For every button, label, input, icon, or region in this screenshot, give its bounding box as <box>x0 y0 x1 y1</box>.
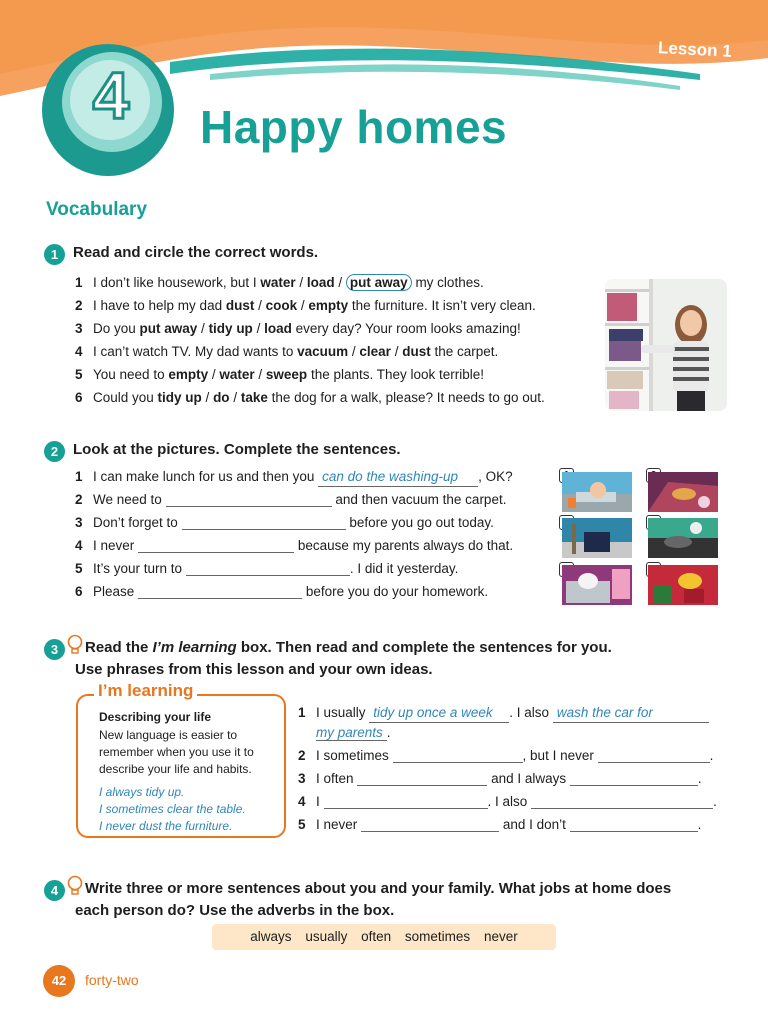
exercise-number-badge: 1 <box>44 244 65 265</box>
item-number: 3 <box>75 321 83 336</box>
lightbulb-icon <box>67 634 83 656</box>
answer-blank[interactable] <box>531 795 713 809</box>
adverb-word: usually <box>305 929 348 944</box>
item-text: . I also <box>487 794 528 809</box>
exercise-2-heading <box>44 440 401 462</box>
ex2-item <box>75 468 513 487</box>
im-learning-title: I’m learning <box>94 681 197 701</box>
item-number: 5 <box>75 561 83 576</box>
ex3-item <box>298 816 701 834</box>
item-text: Could you <box>93 390 158 405</box>
cooking-picture <box>648 518 718 558</box>
item-number: 1 <box>75 275 83 290</box>
ex2-item <box>75 514 494 532</box>
exercise-instruction-line2: each person do? Use the adverbs in the box. <box>75 902 395 919</box>
im-learning-text: New language is easier to remember when you use it to describe your life and habits. <box>99 728 254 776</box>
item-text: . I also <box>509 705 550 720</box>
unit-title: Happy homes <box>200 101 508 153</box>
page-number-words: forty-two <box>85 972 139 988</box>
exercise-instruction: Read and circle the correct words. <box>73 244 319 261</box>
exercise-instruction: Write three or more sentences about you and your family. What jobs at home does <box>85 880 672 897</box>
item-number: 4 <box>75 344 83 359</box>
ex1-item: 3 Do you put away / tidy up / load every day? Your room looks amazing! <box>75 321 521 336</box>
item-number: 6 <box>75 584 83 599</box>
loading-dishwasher-picture <box>562 565 632 605</box>
ex1-item: 4 I can’t watch TV. My dad wants to vacuum / clear / dust the carpet. <box>75 344 499 359</box>
item-number: 1 <box>75 469 83 484</box>
ex2-item <box>75 583 488 601</box>
feeding-pet-picture <box>648 565 718 605</box>
exercise-instruction-line2: Use phrases from this lesson and your own ideas. <box>75 661 433 678</box>
answer-blank[interactable] <box>570 818 698 832</box>
adverb-word: never <box>483 929 518 944</box>
exercise-1-heading <box>44 243 318 265</box>
circled-word-option[interactable]: put away <box>346 274 412 291</box>
item-text: the carpet. <box>430 344 499 359</box>
answer-continuation[interactable]: my parents <box>316 725 387 741</box>
ex2-item <box>75 491 506 509</box>
item-text: I usually <box>316 705 366 720</box>
item-number: 2 <box>75 298 83 313</box>
item-text: , but I never <box>522 748 594 763</box>
ex3-item <box>298 747 713 765</box>
item-text: . <box>386 725 391 740</box>
ex2-item <box>75 560 458 578</box>
word-option[interactable]: put away <box>139 321 198 336</box>
item-text: Do you <box>93 321 140 336</box>
ex1-item: 6 Could you tidy up / do / take the dog for a walk, please? It needs to go out. <box>75 390 545 405</box>
adverb-word: always <box>250 929 292 944</box>
im-learning-example: I always tidy up. <box>99 785 185 799</box>
item-number: 4 <box>298 794 306 809</box>
emptying-bin-picture <box>562 518 632 558</box>
answer-blank[interactable] <box>361 818 499 832</box>
dusting-picture <box>648 472 718 512</box>
answer-blank[interactable] <box>138 539 294 553</box>
item-number: 6 <box>75 390 83 405</box>
item-text: You need to <box>93 367 169 382</box>
item-text: . <box>697 771 702 786</box>
exercise-instruction: box. Then read and complete the sentences for you. <box>236 639 612 656</box>
exercise-instruction: Read the <box>85 639 153 656</box>
item-text: It’s your turn to <box>93 561 183 576</box>
im-learning-example: I never dust the furniture. <box>99 819 233 833</box>
item-text: , OK? <box>478 469 513 484</box>
item-text: . <box>697 817 702 832</box>
item-number: 2 <box>298 748 306 763</box>
item-number: 3 <box>298 771 306 786</box>
item-text: Please <box>93 584 135 599</box>
ex1-item: 5 You need to empty / water / sweep the plants. They look terrible! <box>75 367 485 382</box>
word-option[interactable]: empty <box>168 367 209 382</box>
word-option[interactable]: do <box>213 390 230 405</box>
item-text: and I always <box>491 771 567 786</box>
item-text: I never <box>316 817 358 832</box>
answer-blank[interactable] <box>138 585 302 599</box>
item-text: I sometimes <box>316 748 389 763</box>
item-text: Don’t forget to <box>93 515 178 530</box>
exercise-instruction-italic: I’m learning <box>152 639 237 656</box>
item-text: before you go out today. <box>349 515 494 530</box>
ex3-item <box>298 793 717 811</box>
item-number: 1 <box>298 705 306 720</box>
word-option[interactable]: vacuum <box>297 344 349 359</box>
word-option[interactable]: cook <box>265 298 298 313</box>
answer-blank[interactable]: tidy up once a week <box>369 704 509 723</box>
item-text: I have to help my dad <box>93 298 226 313</box>
answer-blank[interactable] <box>393 749 523 763</box>
ex2-item <box>75 537 513 555</box>
answer-blank[interactable] <box>186 562 350 576</box>
answer-blank[interactable] <box>570 772 698 786</box>
item-text: before you do your homework. <box>305 584 489 599</box>
adverb-box <box>212 924 556 950</box>
item-text: . <box>713 794 717 809</box>
word-option[interactable]: load <box>306 275 335 290</box>
item-text: the dog for a walk, please? It needs to go out. <box>267 390 545 405</box>
item-text: I often <box>316 771 354 786</box>
answer-blank[interactable] <box>166 493 332 507</box>
item-text: because my parents always do that. <box>297 538 514 553</box>
item-text: my clothes. <box>411 275 484 290</box>
item-text: I can make lunch for us and then you <box>93 469 315 484</box>
page-number-badge: 42 <box>43 965 75 997</box>
girl-putting-away-clothes-photo <box>605 279 727 411</box>
exercise-3-heading <box>44 634 612 680</box>
exercise-number-badge: 2 <box>44 441 65 462</box>
exercise-number-badge: 4 <box>44 880 65 901</box>
adverb-word: often <box>361 929 392 944</box>
lesson-tag: Lesson 1 <box>657 38 733 61</box>
word-option[interactable]: water <box>260 275 296 290</box>
item-number: 2 <box>75 492 83 507</box>
item-text: and I don’t <box>502 817 566 832</box>
word-option[interactable]: water <box>219 367 255 382</box>
item-text: I <box>316 794 320 809</box>
item-text: the plants. They look terrible! <box>307 367 485 382</box>
ex3-item <box>298 704 709 723</box>
word-option[interactable]: tidy up <box>157 390 202 405</box>
item-text: . <box>709 748 714 763</box>
answer-blank[interactable] <box>598 749 710 763</box>
answer-blank[interactable] <box>357 772 487 786</box>
item-number: 4 <box>75 538 83 553</box>
washing-up-picture <box>562 472 632 512</box>
item-text: . I did it yesterday. <box>349 561 459 576</box>
item-text: I don’t like housework, but I <box>93 275 261 290</box>
word-option[interactable]: sweep <box>265 367 308 382</box>
word-option[interactable]: empty <box>308 298 349 313</box>
ex3-item <box>298 770 702 788</box>
lightbulb-icon <box>67 875 83 897</box>
item-text: every day? Your room looks amazing! <box>291 321 521 336</box>
exercise-instruction: Look at the pictures. Complete the sentences. <box>73 441 401 458</box>
word-option[interactable]: load <box>264 321 292 336</box>
answer-blank[interactable]: wash the car for <box>553 704 709 723</box>
adverb-word: sometimes <box>404 929 471 944</box>
ex1-item: 2 I have to help my dad dust / cook / empty the furniture. It isn’t very clean. <box>75 298 536 313</box>
word-option[interactable]: take <box>240 390 268 405</box>
item-number: 3 <box>75 515 83 530</box>
word-option[interactable]: dust <box>402 344 431 359</box>
word-option[interactable]: clear <box>359 344 391 359</box>
ex1-item: 1 I don’t like housework, but I water / load / put away my clothes. <box>75 275 484 290</box>
item-number: 5 <box>75 367 83 382</box>
answer-blank[interactable] <box>324 795 488 809</box>
word-option[interactable]: tidy up <box>208 321 253 336</box>
item-text: the furniture. It isn’t very clean. <box>348 298 536 313</box>
exercise-4-heading <box>44 875 671 921</box>
im-learning-subtitle: Describing your life <box>99 710 212 724</box>
item-text: I never <box>93 538 135 553</box>
item-text: I can’t watch TV. My dad wants to <box>93 344 298 359</box>
answer-blank[interactable] <box>182 516 346 530</box>
im-learning-example: I sometimes clear the table. <box>99 802 246 816</box>
item-text: We need to <box>93 492 162 507</box>
unit-number: 4 <box>92 58 130 132</box>
ex3-item-continuation <box>316 724 391 742</box>
answer-blank[interactable]: can do the washing-up <box>318 468 478 487</box>
item-text: and then vacuum the carpet. <box>335 492 507 507</box>
item-number: 5 <box>298 817 306 832</box>
exercise-number-badge: 3 <box>44 639 65 660</box>
section-label: Vocabulary <box>46 199 148 220</box>
word-option[interactable]: dust <box>225 298 255 313</box>
